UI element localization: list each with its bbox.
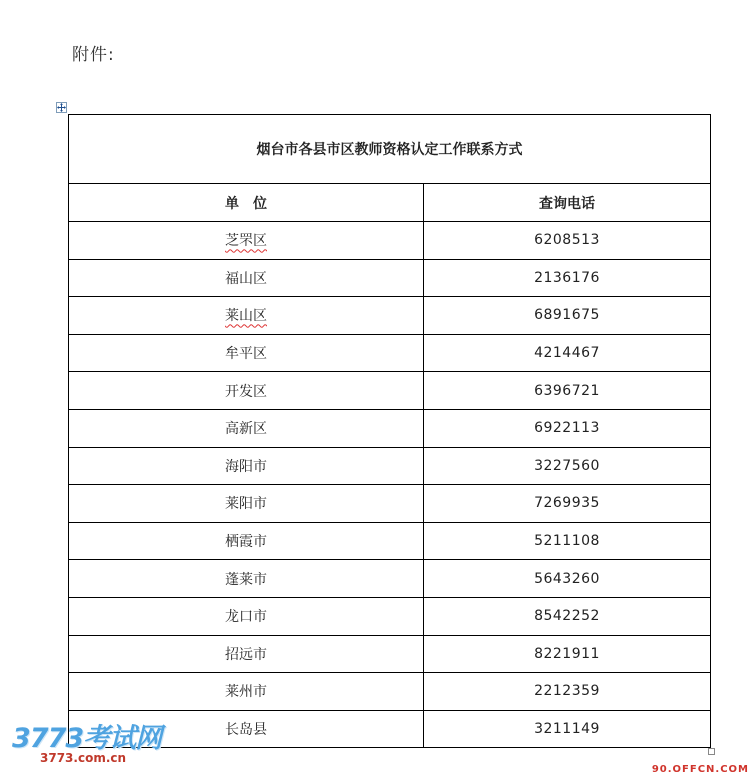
phone-cell: 3227560 xyxy=(424,447,711,485)
watermark-3773-url: 3773.com.cn xyxy=(40,751,127,765)
table-row xyxy=(69,409,711,447)
table-row xyxy=(69,259,711,297)
unit-name: 莱阳市 xyxy=(225,496,267,513)
unit-cell xyxy=(69,372,424,410)
table-row xyxy=(69,297,711,335)
table-row xyxy=(69,334,711,372)
phone-cell: 8542252 xyxy=(424,597,711,635)
unit-cell xyxy=(69,560,424,598)
unit-name: 开发区 xyxy=(225,383,267,400)
watermark-3773-text: 3773考试网 xyxy=(12,723,162,754)
unit-cell xyxy=(69,597,424,635)
table-row xyxy=(69,372,711,410)
table-row xyxy=(69,447,711,485)
unit-cell xyxy=(69,334,424,372)
phone-cell: 2212359 xyxy=(424,673,711,711)
unit-name: 莱州市 xyxy=(225,684,267,701)
move-icon xyxy=(57,103,66,112)
unit-name: 蓬莱市 xyxy=(225,571,267,588)
table-title: 烟台市各县市区教师资格认定工作联系方式 xyxy=(69,115,711,184)
table-row xyxy=(69,222,711,260)
contact-table xyxy=(68,114,711,748)
phone-cell: 6396721 xyxy=(424,372,711,410)
attachment-label: 附件: xyxy=(72,45,115,65)
unit-cell xyxy=(69,522,424,560)
unit-name: 福山区 xyxy=(225,270,267,287)
phone-cell: 5211108 xyxy=(424,522,711,560)
phone-cell: 8221911 xyxy=(424,635,711,673)
unit-cell xyxy=(69,409,424,447)
header-phone: 查询电话 xyxy=(424,184,711,222)
unit-cell xyxy=(69,635,424,673)
phone-cell: 6208513 xyxy=(424,222,711,260)
watermark-logo-3773 xyxy=(12,716,161,765)
unit-name: 龙口市 xyxy=(225,609,267,626)
header-unit: 单 位 xyxy=(69,184,424,222)
unit-cell xyxy=(69,222,424,260)
table-row xyxy=(69,673,711,711)
unit-cell xyxy=(69,447,424,485)
table-row xyxy=(69,522,711,560)
table-row xyxy=(69,485,711,523)
table-row xyxy=(69,635,711,673)
unit-name: 栖霞市 xyxy=(225,534,267,551)
table-move-handle[interactable] xyxy=(56,102,67,113)
table-row xyxy=(69,597,711,635)
phone-cell: 4214467 xyxy=(424,334,711,372)
phone-cell: 6922113 xyxy=(424,409,711,447)
phone-cell: 7269935 xyxy=(424,485,711,523)
unit-cell xyxy=(69,485,424,523)
phone-cell: 3211149 xyxy=(424,710,711,748)
unit-cell xyxy=(69,673,424,711)
unit-name: 芝罘区 xyxy=(225,233,267,250)
unit-cell xyxy=(69,297,424,335)
table-resize-handle[interactable] xyxy=(708,748,715,755)
unit-cell xyxy=(69,259,424,297)
unit-name: 高新区 xyxy=(225,421,267,438)
unit-name: 牟平区 xyxy=(225,346,267,363)
phone-cell: 5643260 xyxy=(424,560,711,598)
unit-name: 长岛县 xyxy=(225,722,267,739)
unit-name: 海阳市 xyxy=(225,458,267,475)
unit-name: 莱山区 xyxy=(225,308,267,325)
table-row xyxy=(69,710,711,748)
watermark-offcn: 90.OFFCN.COM xyxy=(651,764,749,775)
unit-name: 招远市 xyxy=(225,646,267,663)
table-row xyxy=(69,560,711,598)
phone-cell: 2136176 xyxy=(424,259,711,297)
phone-cell: 6891675 xyxy=(424,297,711,335)
